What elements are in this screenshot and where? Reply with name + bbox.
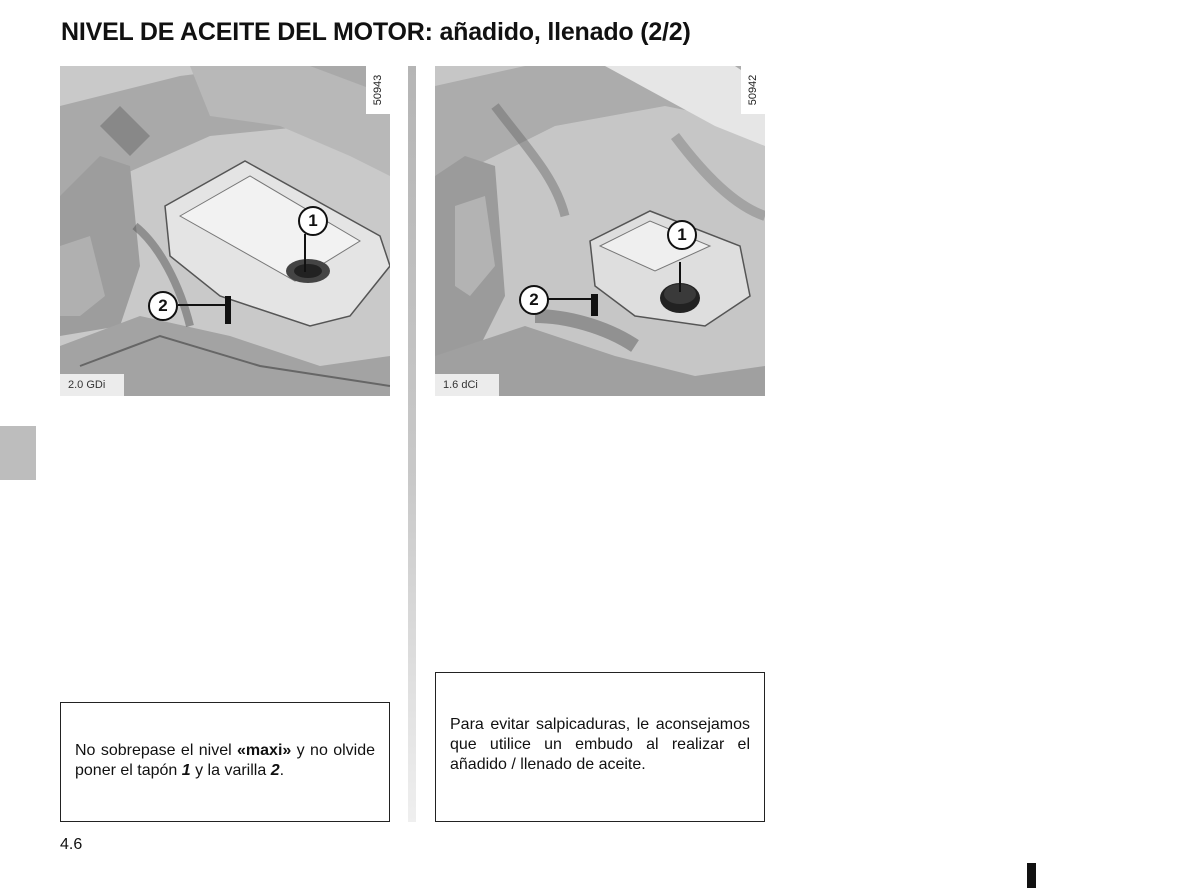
page-number: 4.6 bbox=[60, 836, 83, 853]
warning-note-maxi-level bbox=[60, 702, 390, 822]
callout-1-leader bbox=[304, 234, 306, 272]
engine-bay-drawing bbox=[435, 66, 765, 396]
advice-note-funnel bbox=[435, 672, 765, 822]
callout-1-leader bbox=[679, 262, 681, 292]
callout-2-leader bbox=[547, 298, 593, 300]
engine-variant-label: 1.6 dCi bbox=[435, 374, 499, 396]
note-text: Para evitar salpicaduras, le aconsejamos que utilice un embudo al realizar el añadido / llenado de aceite. bbox=[450, 716, 750, 773]
engine-variant-label: 2.0 GDi bbox=[60, 374, 124, 396]
engine-bay-drawing bbox=[60, 66, 390, 396]
column-divider bbox=[408, 66, 416, 822]
engine-illustration-2 bbox=[435, 66, 765, 396]
page-title: NIVEL DE ACEITE DEL MOTOR: añadido, llenado (2/2) bbox=[61, 18, 691, 46]
chapter-side-tab bbox=[0, 426, 36, 480]
engine-illustration-1 bbox=[60, 66, 390, 396]
image-reference-code: 50942 bbox=[741, 66, 765, 114]
callout-1: 1 bbox=[667, 220, 697, 250]
callout-2: 2 bbox=[148, 291, 178, 321]
callout-1: 1 bbox=[298, 206, 328, 236]
note-text: No sobrepase el nivel «maxi» y no olvide poner el tapón 1 y la varilla 2. bbox=[75, 742, 376, 779]
image-reference-code: 50943 bbox=[366, 66, 390, 114]
page-edge-marker bbox=[1027, 863, 1036, 888]
callout-2-leader bbox=[178, 304, 228, 306]
callout-2: 2 bbox=[519, 285, 549, 315]
